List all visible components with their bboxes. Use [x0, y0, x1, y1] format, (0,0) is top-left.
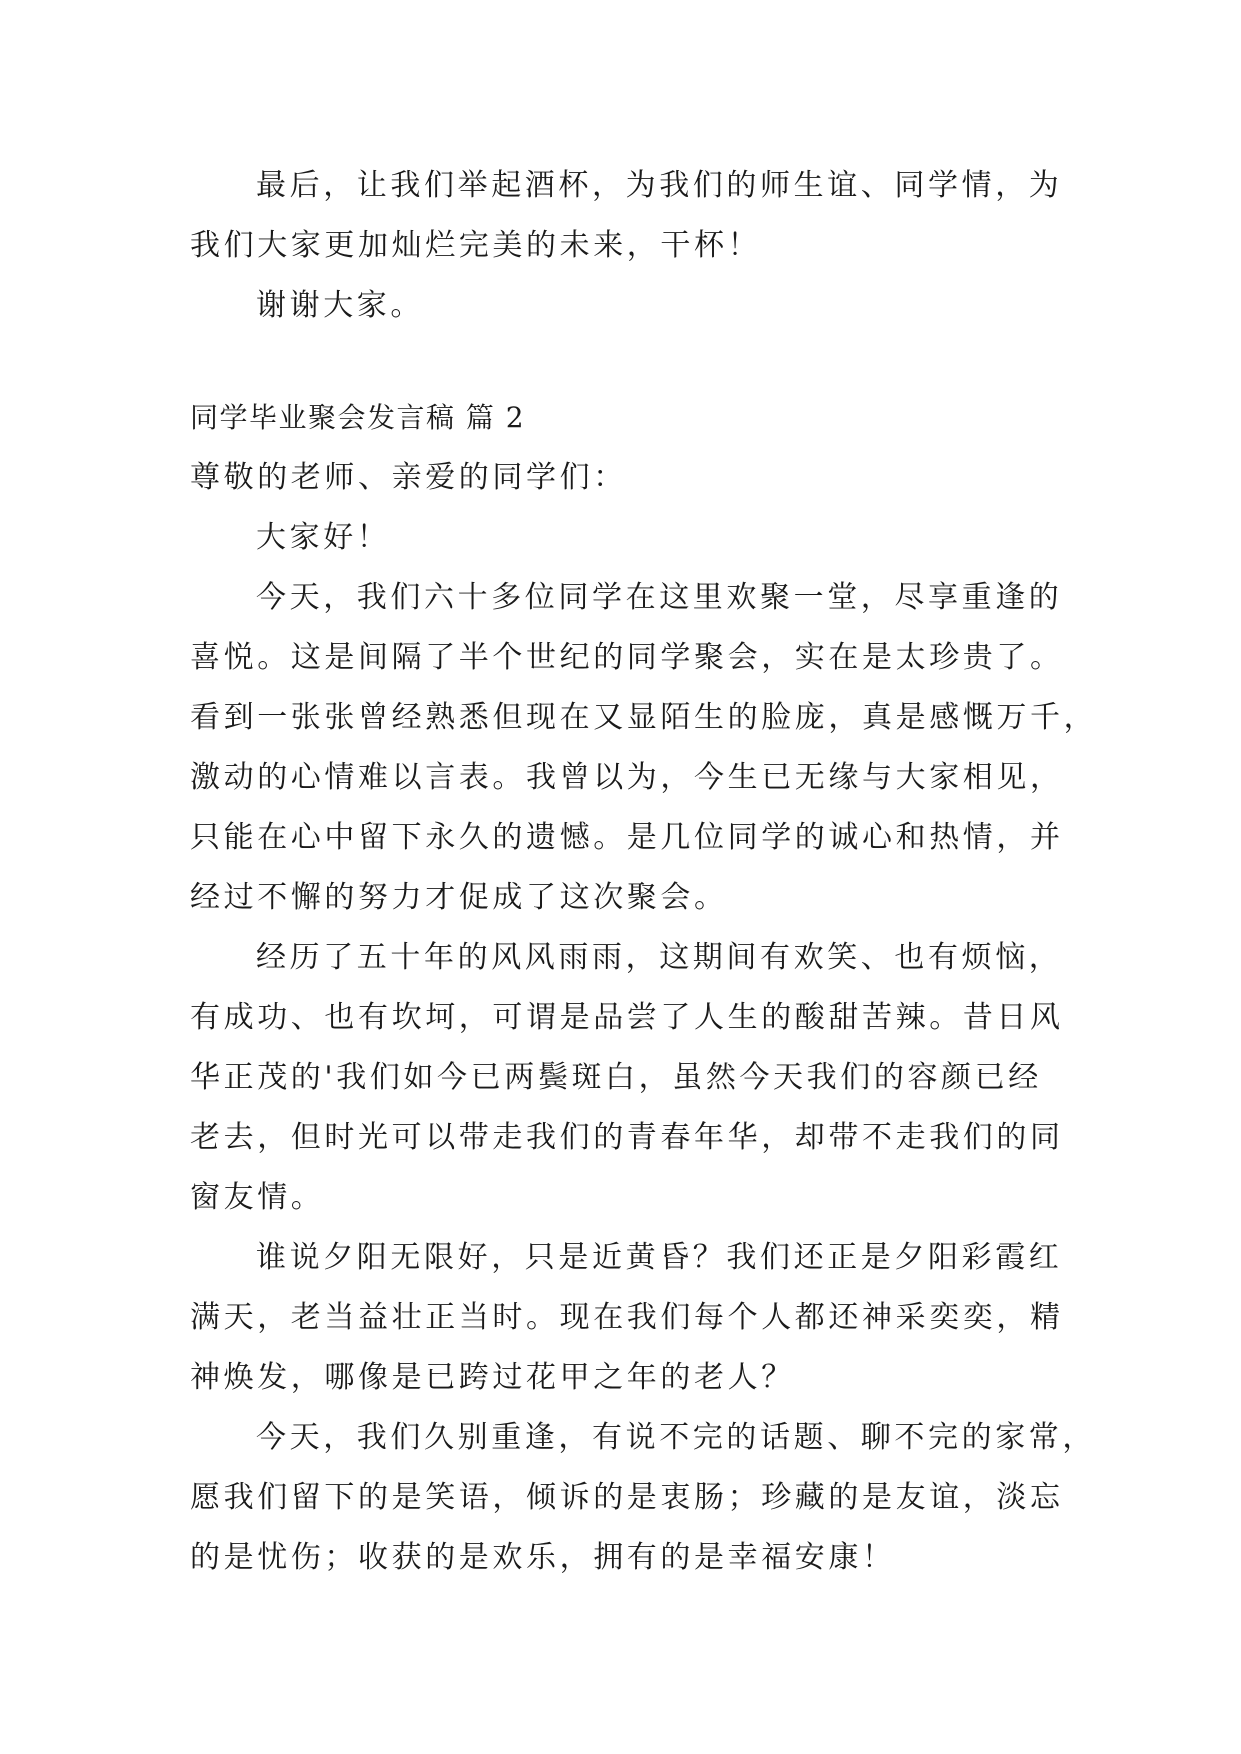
- closing-line-1: 最后，让我们举起酒杯，为我们的师生谊、同学情，为: [256, 168, 1063, 203]
- paragraph-3-line-3: 神焕发，哪像是已跨过花甲之年的老人？: [190, 1360, 795, 1395]
- paragraph-3-line-1: 谁说夕阳无限好，只是近黄昏？我们还正是夕阳彩霞红: [256, 1240, 1063, 1275]
- closing-line-2: 我们大家更加灿烂完美的未来，干杯！: [190, 228, 762, 263]
- section-title: 同学毕业聚会发言稿 篇 2: [190, 401, 526, 434]
- paragraph-4-line-3: 的是忧伤；收获的是欢乐，拥有的是幸福安康！: [190, 1540, 896, 1575]
- paragraph-1-line-3: 看到一张张曾经熟悉但现在又显陌生的脸庞，真是感慨万千，: [190, 700, 1098, 735]
- greeting: 大家好！: [256, 520, 391, 555]
- paragraph-1-line-1: 今天，我们六十多位同学在这里欢聚一堂，尽享重逢的: [256, 580, 1063, 615]
- paragraph-4-line-2: 愿我们留下的是笑语，倾诉的是衷肠；珍藏的是友谊，淡忘: [190, 1480, 1064, 1515]
- paragraph-2-line-2: 有成功、也有坎坷，可谓是品尝了人生的酸甜苦辣。昔日风: [190, 1000, 1064, 1035]
- paragraph-2-line-4: 老去，但时光可以带走我们的青春年华，却带不走我们的同: [190, 1120, 1064, 1155]
- paragraph-1-line-5: 只能在心中留下永久的遗憾。是几位同学的诚心和热情，并: [190, 820, 1064, 855]
- paragraph-1-line-6: 经过不懈的努力才促成了这次聚会。: [190, 880, 728, 915]
- paragraph-4-line-1: 今天，我们久别重逢，有说不完的话题、聊不完的家常，: [256, 1420, 1096, 1455]
- paragraph-1-line-2: 喜悦。这是间隔了半个世纪的同学聚会，实在是太珍贵了。: [190, 640, 1064, 675]
- closing-thanks: 谢谢大家。: [256, 288, 424, 323]
- paragraph-1-line-4: 激动的心情难以言表。我曾以为，今生已无缘与大家相见，: [190, 760, 1064, 795]
- paragraph-2-line-3: 华正茂的'我们如今已两鬓斑白，虽然今天我们的容颜已经: [190, 1060, 1042, 1095]
- paragraph-2-line-1: 经历了五十年的风风雨雨，这期间有欢笑、也有烦恼，: [256, 940, 1063, 975]
- salutation: 尊敬的老师、亲爱的同学们：: [190, 460, 627, 495]
- paragraph-3-line-2: 满天，老当益壮正当时。现在我们每个人都还神采奕奕，精: [190, 1300, 1064, 1335]
- paragraph-2-line-5: 窗友情。: [190, 1180, 325, 1215]
